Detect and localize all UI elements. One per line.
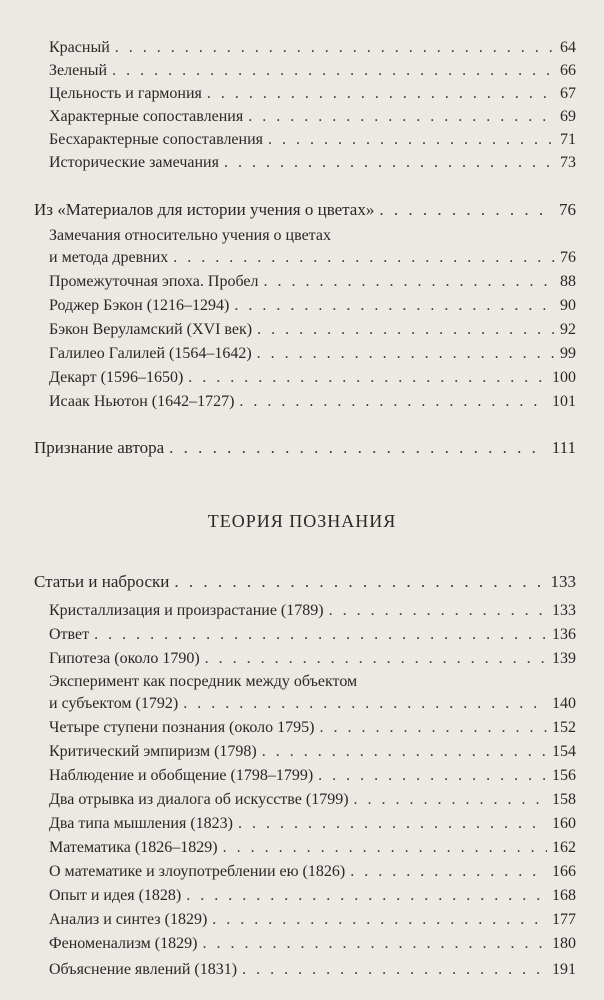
toc-entry[interactable]: [49, 272, 576, 292]
toc-entry-page: 76: [560, 249, 576, 266]
section-heading: ТЕОРИЯ ПОЗНАНИЯ: [207, 511, 397, 531]
toc-entry-page: 73: [560, 154, 576, 171]
toc-entry-title: Декарт (1596–1650): [49, 369, 184, 386]
toc-entry-page: 154: [552, 743, 576, 760]
dot-leader: [205, 649, 547, 669]
dot-leader: [223, 838, 547, 858]
dot-leader: [318, 766, 547, 786]
toc-entry-title: Объяснение явлений (1831): [49, 961, 238, 978]
toc-entry-title: Галилео Галилей (1564–1642): [49, 345, 252, 362]
toc-entry-page: 180: [552, 935, 576, 952]
dot-leader: [183, 694, 547, 714]
toc-entry-title: Четыре ступени познания (около 1795): [49, 719, 315, 736]
dot-leader: [268, 130, 555, 150]
dot-leader: [207, 84, 555, 104]
toc-entry-title: Наблюдение и обобщение (1798–1799): [49, 767, 314, 784]
dot-leader: [224, 153, 555, 173]
toc-entry[interactable]: [49, 718, 576, 738]
toc-entry[interactable]: [49, 107, 576, 127]
toc-entry-title: Опыт и идея (1828): [49, 887, 182, 904]
toc-entry[interactable]: [49, 601, 576, 621]
toc-entry[interactable]: [49, 886, 576, 906]
toc-entry[interactable]: [49, 368, 576, 388]
dot-leader: [329, 601, 547, 621]
dot-leader: [354, 790, 547, 810]
toc-entry[interactable]: [49, 934, 576, 954]
toc-entry-page: 177: [552, 911, 576, 928]
toc-entry-title-line1: Эксперимент как посредник между объектом: [49, 673, 358, 690]
toc-entry-title: Два отрывка из диалога об искусстве (1799): [49, 791, 349, 808]
toc-entry[interactable]: [49, 61, 576, 81]
toc-entry-title: Феноменализм (1829): [49, 935, 198, 952]
toc-chapter-page: 133: [550, 572, 576, 591]
toc-entry-title: Гипотеза (около 1790): [49, 650, 200, 667]
toc-entry-title: Ответ: [49, 626, 90, 643]
toc-entry-page: 158: [552, 791, 576, 808]
dot-leader: [238, 814, 547, 834]
dot-leader: [234, 296, 555, 316]
toc-entry-page: 69: [560, 108, 576, 125]
toc-entry-page: 64: [560, 39, 576, 56]
dot-leader: [379, 200, 554, 220]
toc-entry-title: Красный: [49, 39, 110, 56]
toc-entry[interactable]: [49, 649, 576, 669]
dot-leader: [248, 107, 555, 127]
toc-entry-page: 191: [552, 961, 576, 978]
dot-leader: [350, 862, 547, 882]
toc-entry[interactable]: [49, 910, 576, 930]
toc-entry-page: 67: [560, 85, 576, 102]
toc-entry[interactable]: [49, 862, 576, 882]
toc-entry-page: 71: [560, 131, 576, 148]
toc-chapter[interactable]: [34, 572, 576, 592]
toc-entry-page: 90: [560, 297, 576, 314]
toc-entry[interactable]: [49, 960, 576, 980]
toc-entry-title: Анализ и синтез (1829): [49, 911, 208, 928]
toc-entry-page: 99: [560, 345, 576, 362]
dot-leader: [173, 248, 555, 268]
toc-entry-page: 92: [560, 321, 576, 338]
toc-entry[interactable]: [49, 742, 576, 762]
dot-leader: [257, 344, 555, 364]
toc-entry-page: 101: [552, 393, 576, 410]
toc-entry-title: Два типа мышления (1823): [49, 815, 233, 832]
toc-entry-title: Критический эмпиризм (1798): [49, 743, 257, 760]
toc-entry[interactable]: [49, 248, 576, 268]
dot-leader: [202, 934, 547, 954]
toc-entry-page: 140: [552, 695, 576, 712]
toc-entry-title: Бэкон Веруламский (XVI век): [49, 321, 253, 338]
dot-leader: [242, 960, 547, 980]
toc-entry-title: и метода древних: [49, 249, 169, 266]
toc-entry-page: 100: [552, 369, 576, 386]
toc-entry-title: Зеленый: [49, 62, 108, 79]
toc-entry[interactable]: [49, 38, 576, 58]
dot-leader: [257, 320, 555, 340]
toc-entry-page: 139: [552, 650, 576, 667]
toc-entry-page: 160: [552, 815, 576, 832]
toc-entry[interactable]: [49, 130, 576, 150]
toc-entry-title-line1: Замечания относительно учения о цветах: [49, 227, 331, 244]
dot-leader: [174, 572, 545, 592]
toc-entry-page: 156: [552, 767, 576, 784]
dot-leader: [263, 272, 555, 292]
toc-entry-title: О математике и злоупотреблении ею (1826): [49, 863, 346, 880]
toc-entry[interactable]: [49, 766, 576, 786]
toc-entry-title: Математика (1826–1829): [49, 839, 218, 856]
toc-entry-title: Исторические замечания: [49, 154, 219, 171]
toc-entry[interactable]: [49, 392, 576, 412]
toc-entry[interactable]: [49, 694, 576, 714]
toc-entry[interactable]: [49, 320, 576, 340]
toc-entry-page: 136: [552, 626, 576, 643]
dot-leader: [94, 625, 547, 645]
toc-chapter-title: Статьи и наброски: [34, 572, 170, 591]
toc-entry-title: Промежуточная эпоха. Пробел: [49, 273, 259, 290]
dot-leader: [188, 368, 547, 388]
dot-leader: [239, 392, 547, 412]
toc-entry-page: 66: [560, 62, 576, 79]
toc-entry-page: 152: [552, 719, 576, 736]
toc-chapter-title: Признание автора: [34, 438, 165, 457]
toc-entry[interactable]: [49, 296, 576, 316]
toc-entry-title: и субъектом (1792): [49, 695, 179, 712]
toc-chapter-title: Из «Материалов для истории учения о цветах»: [34, 200, 375, 219]
toc-entry[interactable]: [49, 814, 576, 834]
toc-chapter-page: 111: [551, 438, 576, 457]
toc-entry-title: Характерные сопоставления: [49, 108, 244, 125]
toc-entry[interactable]: [49, 790, 576, 810]
dot-leader: [319, 718, 547, 738]
dot-leader: [212, 910, 547, 930]
dot-leader: [186, 886, 547, 906]
toc-entry[interactable]: [49, 344, 576, 364]
toc-chapter[interactable]: [34, 438, 576, 458]
toc-entry-title: Исаак Ньютон (1642–1727): [49, 393, 235, 410]
dot-leader: [112, 61, 555, 81]
dot-leader: [262, 742, 547, 762]
toc-entry-title: Кристаллизация и произрастание (1789): [49, 602, 324, 619]
toc-entry-title: Цельность и гармония: [49, 85, 202, 102]
toc-entry[interactable]: [49, 838, 576, 858]
toc-entry-page: 166: [552, 863, 576, 880]
toc-entry-title: Роджер Бэкон (1216–1294): [49, 297, 230, 314]
toc-entry-page: 88: [560, 273, 576, 290]
dot-leader: [169, 438, 547, 458]
toc-entry-page: 133: [552, 602, 576, 619]
toc-entry-page: 168: [552, 887, 576, 904]
toc-chapter[interactable]: [34, 200, 576, 220]
toc-entry-page: 162: [552, 839, 576, 856]
toc-entry[interactable]: [49, 153, 576, 173]
dot-leader: [115, 38, 555, 58]
toc-entry[interactable]: [49, 84, 576, 104]
toc-chapter-page: 76: [559, 200, 576, 219]
toc-entry-title: Бесхарактерные сопоставления: [49, 131, 264, 148]
toc-entry[interactable]: [49, 625, 576, 645]
